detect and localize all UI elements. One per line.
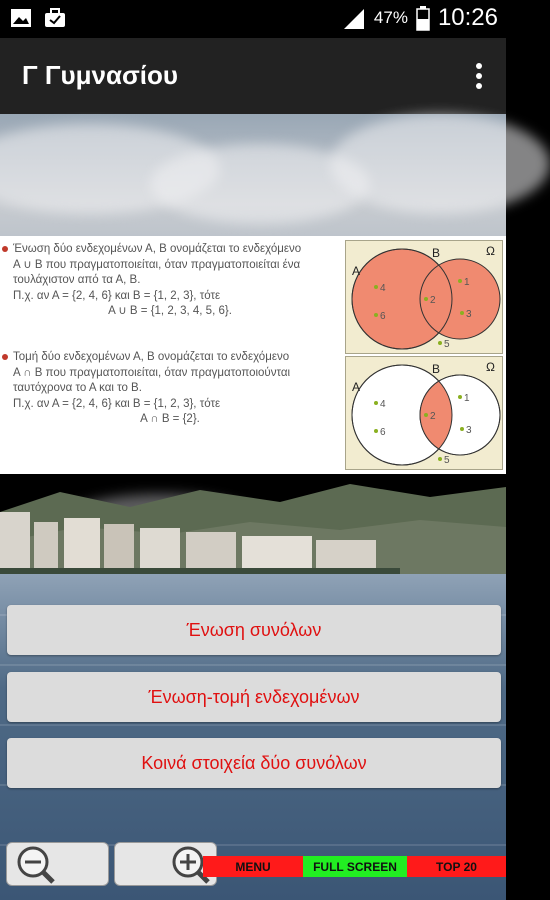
zoom-in-button[interactable] (114, 842, 217, 886)
svg-text:1: 1 (464, 277, 470, 288)
svg-text:6: 6 (380, 427, 386, 438)
svg-text:Β: Β (432, 362, 441, 376)
omega-label: Ω (486, 244, 495, 258)
svg-text:3: 3 (466, 425, 472, 436)
mountains (0, 472, 506, 582)
top-20-tab[interactable]: TOP 20 (407, 856, 506, 877)
union-intersection-events-button[interactable]: Ένωση-τομή ενδεχομένων (7, 672, 501, 722)
clock: 10:26 (437, 4, 498, 31)
menu-tab[interactable]: MENU (203, 856, 303, 877)
set-a-label: Α (352, 264, 361, 278)
content-panel (0, 236, 506, 474)
bullet-icon (2, 354, 8, 360)
svg-text:2: 2 (430, 411, 436, 422)
set-b-label: Β (432, 246, 441, 260)
battery-icon (416, 6, 430, 30)
svg-text:5: 5 (444, 339, 450, 350)
app-title: Γ Γυμνασίου (22, 60, 178, 90)
briefcase-icon (44, 8, 66, 28)
svg-text:5: 5 (444, 455, 450, 466)
svg-text:4: 4 (380, 399, 386, 410)
bullet-icon (2, 246, 8, 252)
svg-text:1: 1 (464, 393, 470, 404)
union-of-sets-button[interactable]: Ένωση συνόλων (7, 605, 501, 655)
zoom-out-icon (9, 844, 59, 886)
overflow-menu-icon[interactable] (474, 62, 484, 90)
common-elements-button[interactable]: Κοινά στοιχεία δύο συνόλων (7, 738, 501, 788)
intersection-definition: Τομή δύο ενδεχομένων Α, Β ονομάζεται το ενδεχόμενο (0, 350, 340, 366)
status-bar (0, 0, 506, 38)
svg-text:Ω: Ω (486, 360, 495, 374)
union-text: Ένωση δύο ενδεχομένων Α, Β ονομάζεται το ενδεχόμενο Α ∪ Β που πραγματοποιείται, όταν πραγματοποιείται ένα τουλάχιστον από τα Α, Β. Π.χ. αν Α = {2, 4, 6} και Β = {1, 2, 3}, τότε Α ∪ Β = {1, 2, 3, 4, 5, 6}. (0, 242, 340, 320)
app-bar (0, 38, 506, 114)
image-icon (10, 8, 32, 28)
svg-text:4: 4 (380, 283, 386, 294)
union-definition: Ένωση δύο ενδεχομένων Α, Β ονομάζεται το ενδεχόμενο (0, 242, 340, 258)
svg-text:6: 6 (380, 311, 386, 322)
battery-percent: 47% (373, 8, 408, 27)
svg-text:3: 3 (466, 309, 472, 320)
zoom-out-button[interactable] (6, 842, 109, 886)
signal-icon (342, 7, 366, 29)
svg-text:Α: Α (352, 380, 361, 394)
union-venn-diagram (345, 240, 503, 354)
svg-text:2: 2 (430, 295, 436, 306)
intersection-text: Τομή δύο ενδεχομένων Α, Β ονομάζεται το ενδεχόμενο Α ∩ Β που πραγματοποιείται, όταν πραγματοποιούνται ταυτόχρονα το Α και το Β. Π.χ. αν Α = {2, 4, 6} και Β = {1, 2, 3}, τότε Α ∩ Β = {2}. (0, 350, 340, 428)
full-screen-tab[interactable]: FULL SCREEN (303, 856, 407, 877)
intersection-venn-diagram (345, 356, 503, 470)
scroll-clip (0, 738, 506, 773)
